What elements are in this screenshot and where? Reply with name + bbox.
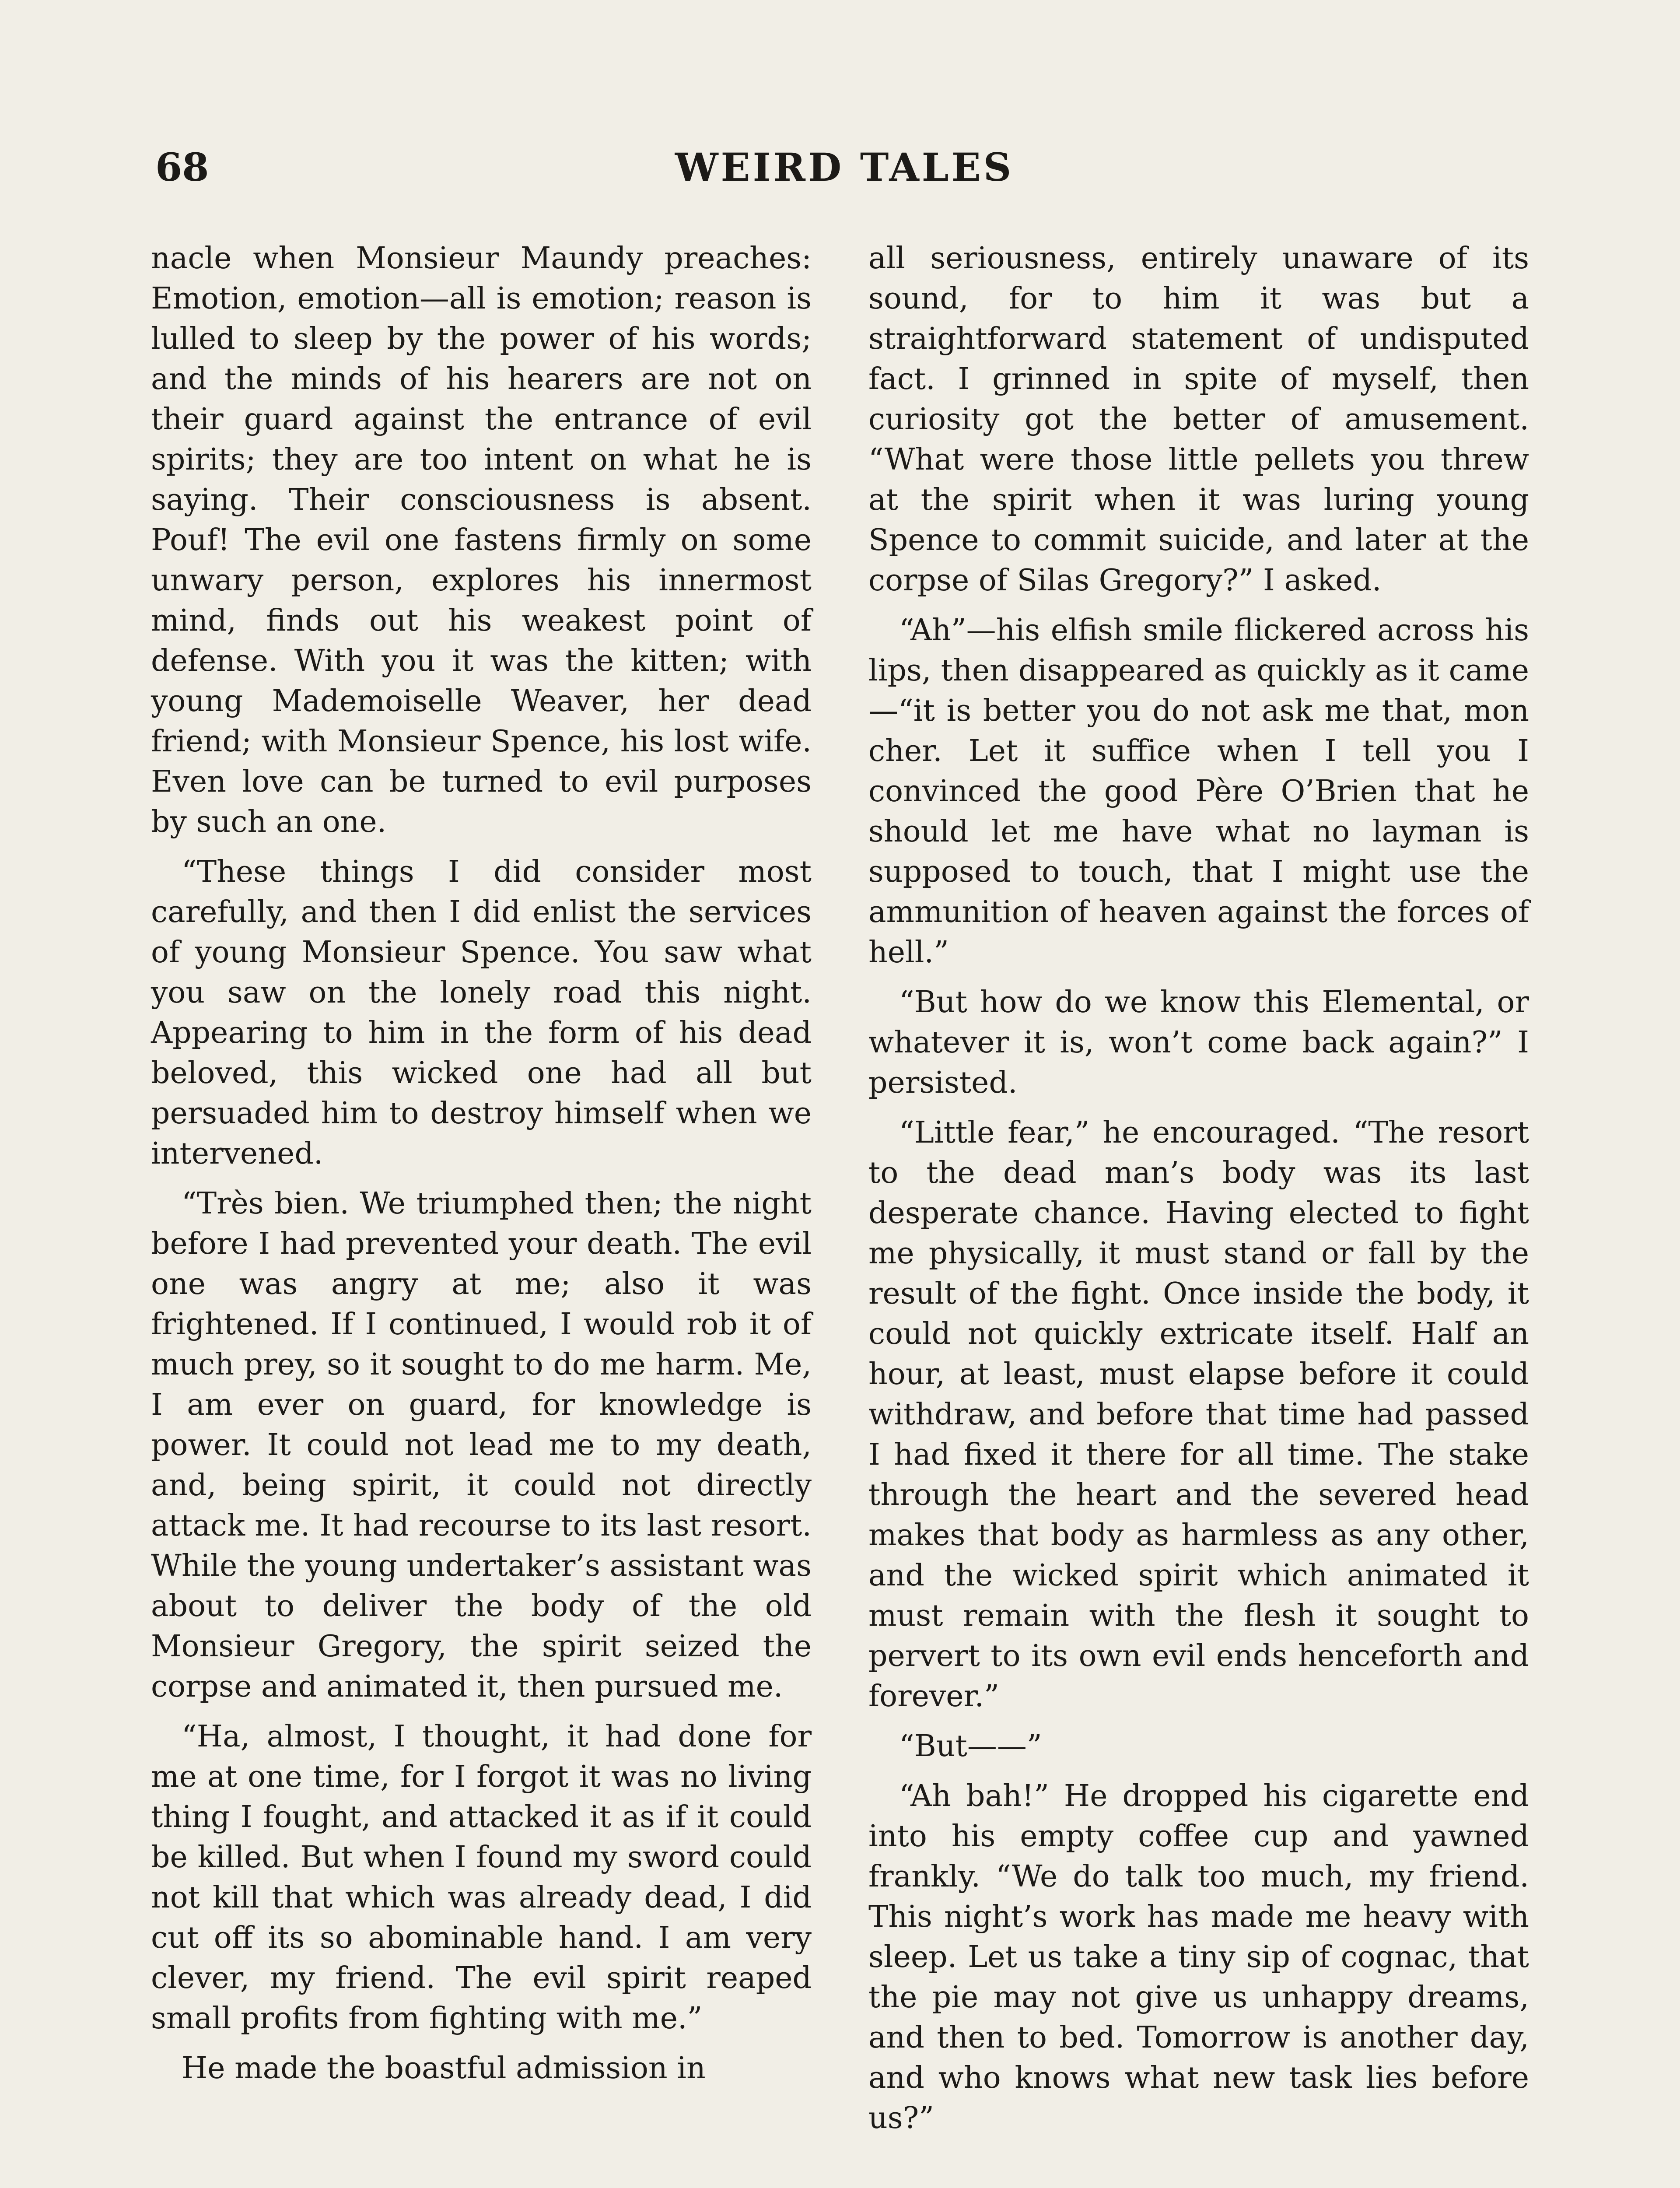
paragraph: He made the boastful admission in — [182, 2051, 706, 2086]
paragraph: “Little fear,” he encouraged. “The resort to the dead man’s body was its last desperate chance. Having elected to fight me physically, it must stand or fall by the result of the fight. Once inside the body, it could not quickly extricate itself. Half an hour, at least, must elapse before it could withdraw, and before that time had passed I had fixed it there for all time. The stake through the heart and the severed head makes that body as harmless as any other, and the wicked spirit which animated it must remain with the flesh it sought to pervert to its own evil ends henceforth and forever.” — [868, 1115, 1529, 1714]
paragraph: “Ah bah!” He dropped his cigarette end into his empty coffee cup and yawned frankly. “We do talk too much, my friend. This night’s work has made me heavy with sleep. Let us take a tiny sip of cognac, that the pie may not give us unhappy dreams, and then to bed. Tomorrow is another day, and who knows what new task lies before us?” — [868, 1779, 1529, 2135]
running-head: WEIRD TALES — [675, 144, 1014, 190]
page-number: 68 — [155, 144, 209, 190]
paragraph: “Ah”—his elfish smile flickered across his lips, then disappeared as quickly as it came—“it is better you do not ask me that, mon cher. Let it suffice when I tell you I convinced the good Père O’Brien that he should let me have what no layman is supposed to touch, that I might use the ammunition of heaven against the forces of hell.” — [868, 613, 1529, 970]
paragraph: nacle when Monsieur Maundy preaches: Emotion, emotion—all is emotion; reason is lulled to sleep by the power of his words; and the minds of his hearers are not on their guard against the entrance of evil spirits; they are too intent on what he is saying. Their consciousness is absent. Pouf! The evil one fastens firmly on some unwary person, explores his innermost mind, finds out his weakest point of defense. With you it was the kitten; with young Mademoiselle Weaver, her dead friend; with Monsieur Spence, his lost wife. Even love can be turned to evil purposes by such an one. — [151, 241, 812, 839]
page-header — [155, 144, 1533, 197]
paragraph: “But——” — [899, 1729, 1042, 1764]
paragraph: all seriousness, entirely unaware of its sound, for to him it was but a straightforward statement of undisputed fact. I grinned in spite of myself, then curiosity got the better of amusement. “What were those little pellets you threw at the spirit when it was luring young Spence to commit suicide, and later at the corpse of Silas Gregory?” I asked. — [868, 241, 1529, 598]
paragraph: “Très bien. We triumphed then; the night before I had prevented your death. The evil one was angry at me; also it was frightened. If I continued, I would rob it of much prey, so it sought to do me harm. Me, I am ever on guard, for knowledge is power. It could not lead me to my death, and, being spirit, it could not directly attack me. It had recourse to its last resort. While the young undertaker’s assistant was about to deliver the body of the old Monsieur Gregory, the spirit seized the corpse and animated it, then pursued me. — [151, 1186, 812, 1704]
right-column — [868, 238, 1529, 2148]
left-column — [151, 238, 812, 2098]
paragraph: “Ha, almost, I thought, it had done for me at one time, for I forgot it was no living thing I fought, and attacked it as if it could be killed. But when I found my sword could not kill that which was already dead, I did cut off its so abominable hand. I am very clever, my friend. The evil spirit reaped small profits from fighting with me.” — [151, 1719, 812, 2036]
paragraph: “But how do we know this Elemental, or whatever it is, won’t come back again?” I persisted. — [868, 985, 1529, 1100]
paragraph: “These things I did consider most carefully, and then I did enlist the services of young Monsieur Spence. You saw what you saw on the lonely road this night. Appearing to him in the form of his dead beloved, this wicked one had all but persuaded him to destroy himself when we intervened. — [151, 855, 812, 1171]
